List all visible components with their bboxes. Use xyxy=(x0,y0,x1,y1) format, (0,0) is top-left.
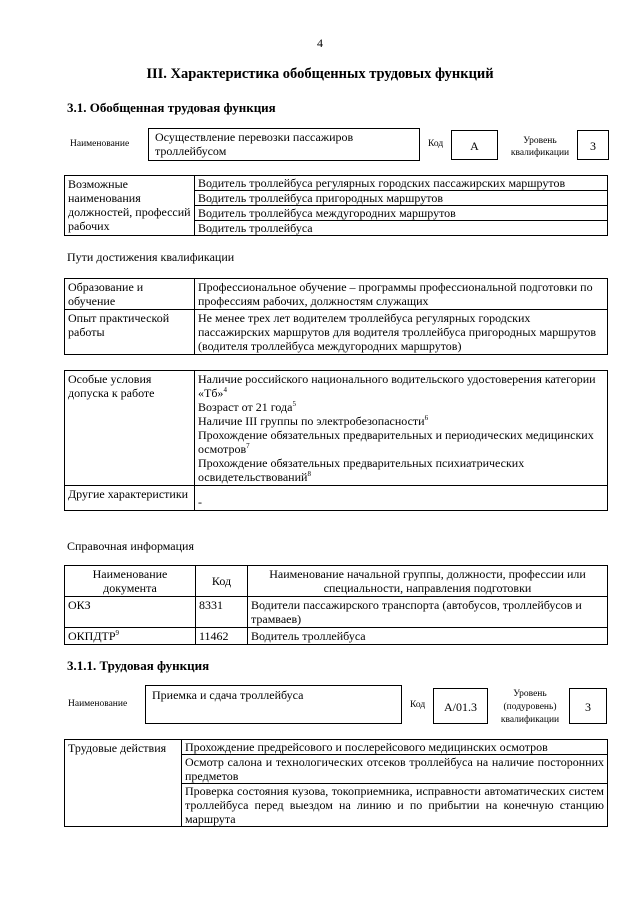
condition-item: Прохождение обязательных предварительных психиатрических освидетельствований$^8$ xyxy=(198,456,525,484)
conditions-list xyxy=(195,371,608,486)
gtf-code-label: Код xyxy=(428,139,444,149)
ref-code-cell: 11462 xyxy=(196,628,248,645)
reference-table xyxy=(64,565,608,645)
position-item: Водитель троллейбуса xyxy=(198,221,313,235)
action-item: Проверка состояния кузова, токоприемника, исправности автоматических систем троллейбуса перед выездом на линию и по прибытии на конечную станцию маршрута xyxy=(185,784,604,826)
tf-name-box xyxy=(145,685,402,724)
tf-level-value: 3 xyxy=(585,700,591,714)
ref-header-code: Код xyxy=(196,566,248,597)
actions-list xyxy=(182,740,608,827)
ref-name-cell: Водитель троллейбуса xyxy=(248,628,608,645)
tf-level-box xyxy=(569,688,607,724)
ref-name-cell: Водители пассажирского транспорта (автобусов, троллейбусов и трамваев) xyxy=(248,597,608,628)
condition-item: Наличие российского национального водительского удостоверения категории «Tб»$^4$ xyxy=(198,372,596,400)
gtf-name-label: Наименование xyxy=(70,139,130,149)
positions-list xyxy=(195,176,608,236)
table-row xyxy=(65,310,608,355)
paths-heading: Пути достижения квалификации xyxy=(67,250,235,264)
table-header-row xyxy=(65,566,608,597)
experience-value: Не менее трех лет водителем троллейбуса регулярных городских пассажирских маршрутов для водителя троллейбуса пригородных маршрутов (водителя троллейбуса междугородних маршрутов) xyxy=(195,310,608,355)
position-item: Водитель троллейбуса пригородных маршрутов xyxy=(195,191,607,206)
gtf-name-box xyxy=(148,128,420,161)
tf-name-value: Приемка и сдача троллейбуса xyxy=(152,688,304,702)
condition-item: Наличие III группы по электробезопасности$^6$ xyxy=(198,414,429,428)
tf-code-label: Код xyxy=(410,700,426,710)
page-number: 4 xyxy=(317,36,323,50)
position-item: Водитель троллейбуса регулярных городских пассажирских маршрутов xyxy=(195,176,607,191)
conditions-table xyxy=(64,370,608,511)
gtf-level-value: 3 xyxy=(590,139,596,153)
education-value: Профессиональное обучение – программы профессиональной подготовки по профессиям рабочих, должностям служащих xyxy=(195,279,608,310)
tf-heading: 3.1.1. Трудовая функция xyxy=(67,658,210,673)
section-title: III. Характеристика обобщенных трудовых функций xyxy=(146,66,494,82)
gtf-level-box xyxy=(577,130,609,160)
ref-doc-cell: ОКЗ xyxy=(65,597,196,628)
tf-code-value: A/01.3 xyxy=(444,700,477,714)
condition-item: Возраст от 21 года$^5$ xyxy=(198,400,296,414)
table-row xyxy=(65,279,608,310)
conditions-label: Особые условия допуска к работе xyxy=(65,371,195,486)
gtf-code-value: A xyxy=(470,139,479,153)
gtf-level-label: Уровень квалификации xyxy=(510,136,570,158)
actions-table xyxy=(64,739,608,827)
table-row xyxy=(65,740,608,827)
other-label: Другие характеристики xyxy=(65,486,195,511)
ref-header-doc: Наименование документа xyxy=(65,566,196,597)
ref-doc-cell: ОКПДТР$^9$ xyxy=(65,628,196,645)
other-value: - xyxy=(195,486,608,511)
position-item: Водитель троллейбуса междугородних маршрутов xyxy=(195,206,607,221)
table-row xyxy=(65,486,608,511)
tf-name-label: Наименование xyxy=(68,699,128,709)
ref-header-name: Наименование начальной группы, должности, профессии или специальности, направления подготовки xyxy=(248,566,608,597)
table-row xyxy=(65,597,608,628)
experience-label: Опыт практической работы xyxy=(65,310,195,355)
positions-table xyxy=(64,175,608,236)
gtf-code-box xyxy=(451,130,498,160)
action-item: Осмотр салона и технологических отсеков троллейбуса на наличие посторонних предметов xyxy=(182,755,607,784)
reference-heading: Справочная информация xyxy=(67,539,194,553)
tf-level-label: Уровень (подуровень) квалификации xyxy=(500,689,560,725)
condition-item: Прохождение обязательных предварительных и периодических медицинских осмотров$^7$ xyxy=(198,428,594,456)
actions-label: Трудовые действия xyxy=(65,740,182,827)
table-row xyxy=(65,628,608,645)
positions-label: Возможные наименования должностей, профессий рабочих xyxy=(65,176,195,236)
paths-table xyxy=(64,278,608,355)
education-label: Образование и обучение xyxy=(65,279,195,310)
gtf-heading: 3.1. Обобщенная трудовая функция xyxy=(67,100,276,115)
ref-code-cell: 8331 xyxy=(196,597,248,628)
table-row xyxy=(65,371,608,486)
gtf-name-value: Осуществление перевозки пассажиров троллейбусом xyxy=(155,130,354,158)
action-item: Прохождение предрейсового и послерейсового медицинских осмотров xyxy=(182,740,607,755)
tf-code-box xyxy=(433,688,488,724)
